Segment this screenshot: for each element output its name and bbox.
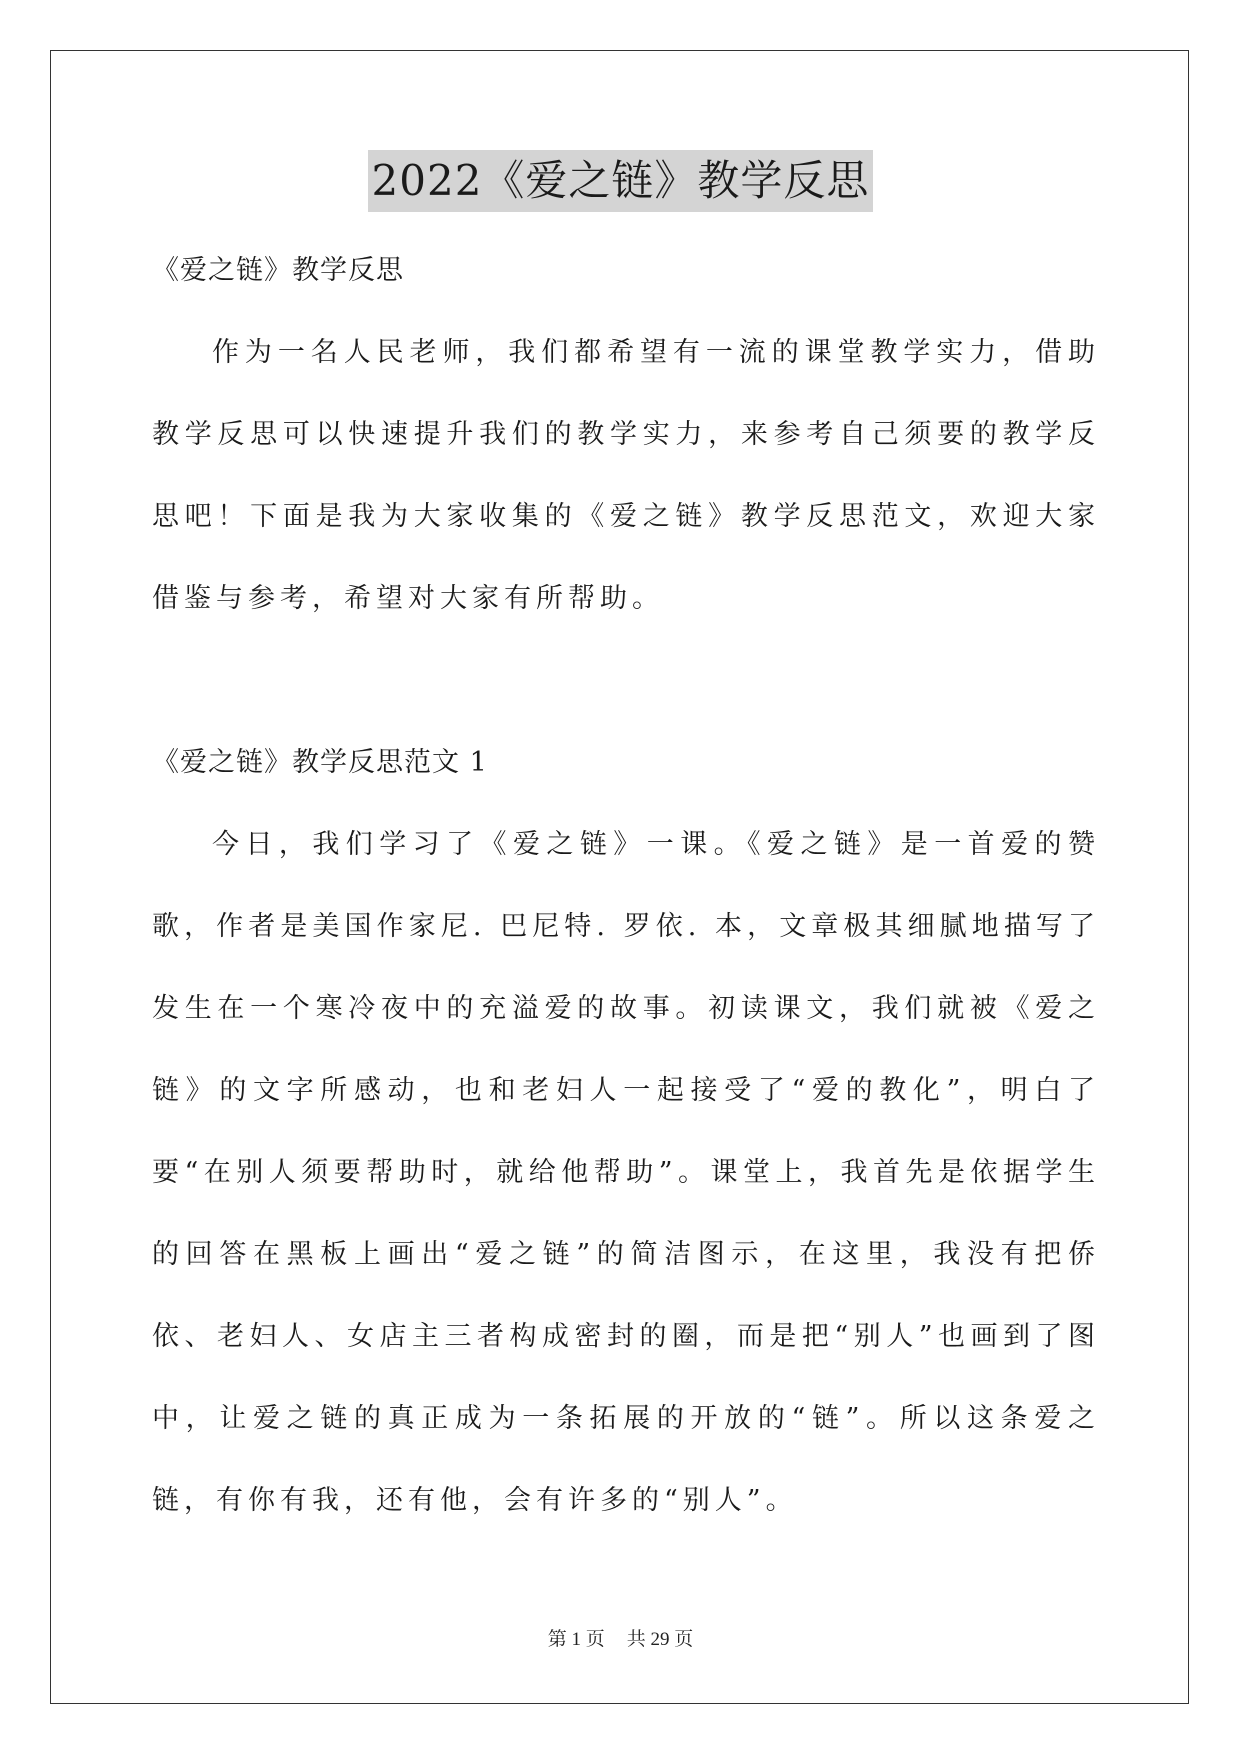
page-number: 第 1 页 bbox=[547, 1629, 605, 1650]
paragraph-spacer bbox=[152, 640, 1100, 722]
page-footer bbox=[0, 1624, 1241, 1651]
document-subtitle: 《爱之链》教学反思 bbox=[152, 255, 404, 286]
intro-paragraph: 作为一名人民老师，我们都希望有一流的课堂教学实力，借助教学反思可以快速提升我们的教学实力，来参考自己须要的教学反思吧！下面是我为大家收集的《爱之链》教学反思范文，欢迎大家借鉴与参考，希望对大家有所帮助。 bbox=[152, 337, 1100, 614]
document-body bbox=[152, 230, 1100, 1542]
body-paragraph: 今日，我们学习了《爱之链》一课。《爱之链》是一首爱的赞歌，作者是美国作家尼. 巴尼特. 罗依. 本，文章极其细腻地描写了发生在一个寒冷夜中的充溢爱的故事。初读课文，我们就被《爱之链》的文字所感动，也和老妇人一起接受了“爱的教化”，明白了要“在别人须要帮助时，就给他帮助”。课堂上，我首先是依据学生的回答在黑板上画出“爱之链”的简洁图示，在这里，我没有把侨依、老妇人、女店主三者构成密封的圈，而是把“别人”也画到了图中，让爱之链的真正成为一条拓展的开放的“链”。所以这条爱之链，有你有我，还有他，会有许多的“别人”。 bbox=[152, 829, 1100, 1516]
document-title-text: 2022《爱之链》教学反思 bbox=[368, 150, 874, 212]
section-heading: 《爱之链》教学反思范文 1 bbox=[152, 747, 488, 778]
document-title bbox=[0, 150, 1241, 210]
page-total: 共 29 页 bbox=[626, 1629, 694, 1650]
